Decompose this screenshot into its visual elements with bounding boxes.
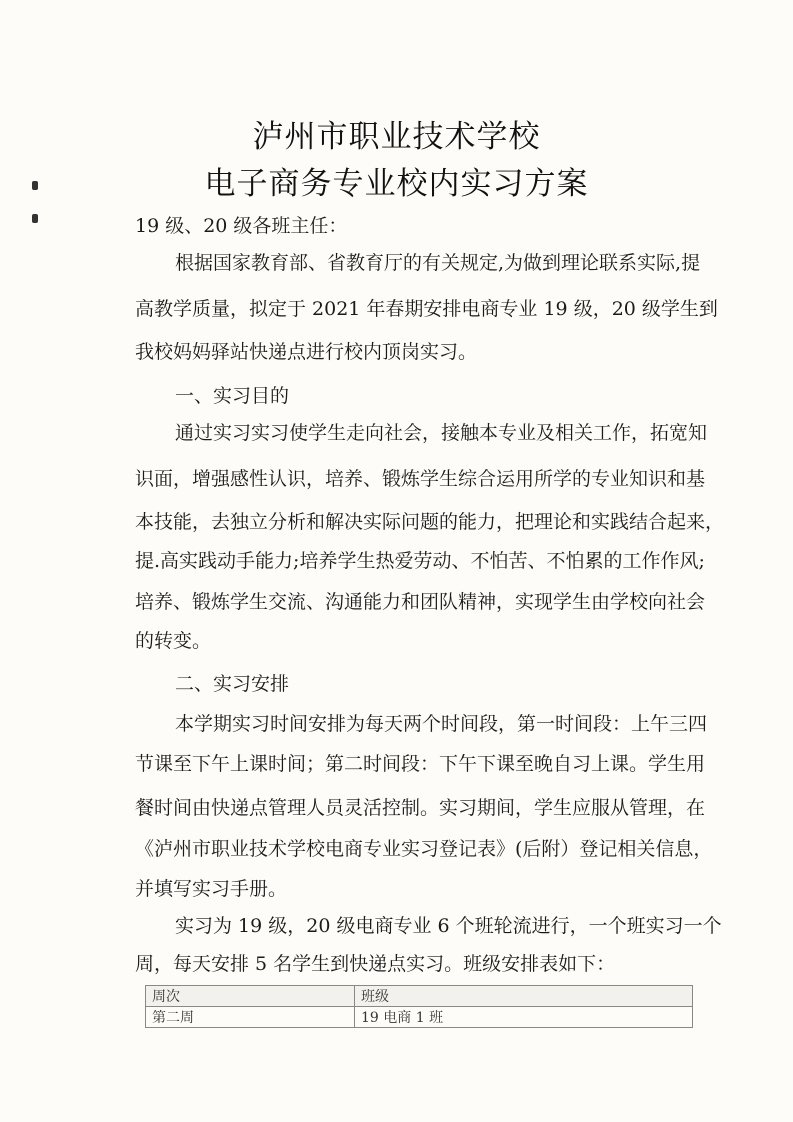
arrangement-line: 餐时间由快递点管理人员灵活控制。实习期间，学生应服从管理，在 xyxy=(135,797,706,819)
purpose-line: 识面，增强感性认识，培养、锻炼学生综合运用所学的专业知识和基 xyxy=(135,468,706,490)
section-heading-purpose: 一、实习目的 xyxy=(175,385,290,407)
salutation: 19 级、20 级各班主任： xyxy=(135,215,348,237)
header-week: 周次 xyxy=(146,986,355,1007)
purpose-line: 的转变。 xyxy=(135,630,212,652)
purpose-line: 通过实习实习使学生走向社会，接触本专业及相关工作，拓宽知 xyxy=(175,422,708,444)
intro-line: 根据国家教育部、省教育厅的有关规定,为做到理论联系实际,提 xyxy=(175,252,701,274)
table-header-row xyxy=(146,986,693,1007)
purpose-line: 本技能，去独立分析和解决实际问题的能力，把理论和实践结合起来， xyxy=(135,511,725,533)
arrangement-line: 并填写实习手册。 xyxy=(135,878,288,900)
cell-class: 19 电商 1 班 xyxy=(355,1007,693,1028)
rotation-line: 周，每天安排 5 名学生到快递点实习。班级安排表如下： xyxy=(135,953,616,975)
cell-week: 第二周 xyxy=(146,1007,355,1028)
rotation-line: 实习为 19 级，20 级电商专业 6 个班轮流进行，一个班实习一个 xyxy=(175,915,722,937)
intro-line: 高教学质量，拟定于 2021 年春期安排电商专业 19 级，20 级学生到 xyxy=(135,298,718,320)
scan-mark xyxy=(32,214,38,223)
header-class: 班级 xyxy=(355,986,693,1007)
purpose-line: 提.高实践动手能力;培养学生热爱劳动、不怕苦、不怕累的工作作风; xyxy=(135,550,705,572)
arrangement-line: 《泸州市职业技术学校电商专业实习登记表》(后附）登记相关信息， xyxy=(135,838,713,860)
arrangement-line: 本学期实习时间安排为每天两个时间段，第一时间段：上午三四 xyxy=(175,713,708,735)
intro-line: 我校妈妈驿站快递点进行校内顶岗实习。 xyxy=(135,341,478,363)
arrangement-line: 节课至下午上课时间；第二时间段：下午下课至晚自习上课。学生用 xyxy=(135,753,706,775)
section-heading-arrangement: 二、实习安排 xyxy=(175,673,290,695)
class-schedule-table xyxy=(145,985,693,1028)
table-row xyxy=(146,1007,693,1028)
document-title-line-1: 泸州市职业技术学校 xyxy=(252,119,541,155)
purpose-line: 培养、锻炼学生交流、沟通能力和团队精神，实现学生由学校向社会 xyxy=(135,591,706,613)
document-title-line-2: 电子商务专业校内实习方案 xyxy=(204,166,589,202)
